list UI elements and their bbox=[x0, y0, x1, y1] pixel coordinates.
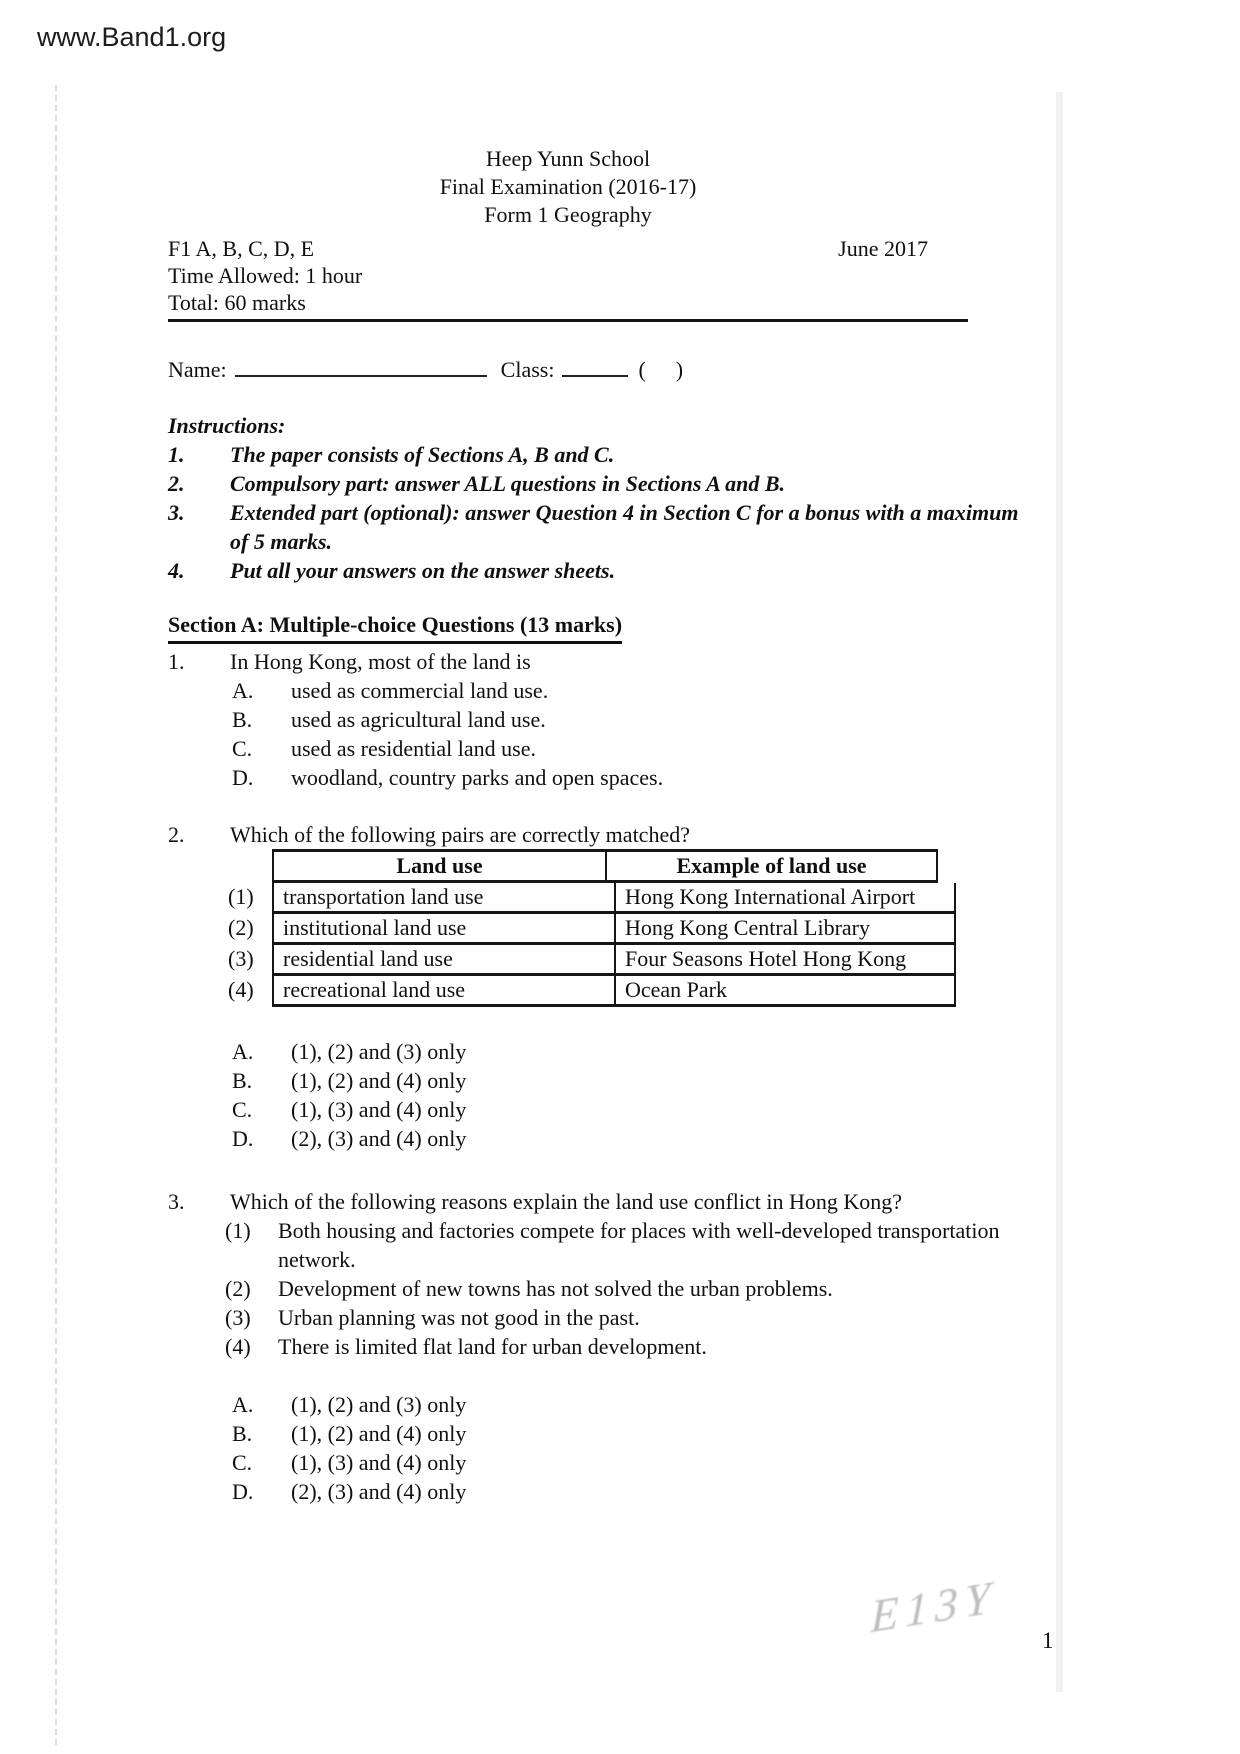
instruction-text: The paper consists of Sections A, B and C. bbox=[230, 442, 615, 467]
option-row bbox=[232, 1419, 968, 1448]
statement-text: There is limited flat land for urban development. bbox=[278, 1334, 707, 1359]
option-text: (1), (3) and (4) only bbox=[291, 1450, 467, 1475]
handwritten-mark: E13Y bbox=[870, 1570, 998, 1643]
class-number-paren-close: ) bbox=[675, 357, 684, 382]
school-name: Heep Yunn School bbox=[485, 146, 651, 171]
table-row bbox=[228, 914, 968, 945]
exam-meta bbox=[168, 235, 968, 316]
question-text: Which of the following reasons explain the land use conflict in Hong Kong? bbox=[230, 1189, 903, 1214]
instruction-number: 1. bbox=[168, 442, 185, 467]
example-cell: Ocean Park bbox=[616, 976, 956, 1007]
option-text: woodland, country parks and open spaces. bbox=[291, 765, 664, 790]
row-label: (4) bbox=[228, 977, 254, 1002]
class-groups: F1 A, B, C, D, E bbox=[168, 236, 315, 261]
question-text: In Hong Kong, most of the land is bbox=[230, 649, 531, 674]
name-blank-line bbox=[235, 355, 487, 377]
option-text: (2), (3) and (4) only bbox=[291, 1479, 467, 1504]
option-text: (1), (3) and (4) only bbox=[291, 1097, 467, 1122]
option-letter: B. bbox=[232, 1068, 253, 1093]
option-text: used as agricultural land use. bbox=[291, 707, 546, 732]
option-text: used as commercial land use. bbox=[291, 678, 549, 703]
statement-label: (3) bbox=[225, 1305, 251, 1330]
question-text: Which of the following pairs are correctly matched? bbox=[230, 822, 690, 847]
instruction-item bbox=[168, 556, 968, 585]
exam-date: June 2017 bbox=[838, 236, 928, 261]
statement-label: (2) bbox=[225, 1276, 251, 1301]
option-row bbox=[232, 1390, 968, 1419]
option-row bbox=[232, 1037, 968, 1066]
table-header-example: Example of land use bbox=[607, 849, 938, 883]
option-letter: C. bbox=[232, 736, 253, 761]
option-row bbox=[232, 734, 968, 763]
example-cell: Four Seasons Hotel Hong Kong bbox=[616, 945, 956, 976]
land-use-cell: residential land use bbox=[272, 945, 616, 976]
statement-label: (4) bbox=[225, 1334, 251, 1359]
scan-artifact-right-edge bbox=[1056, 92, 1063, 1692]
name-label: Name: bbox=[168, 357, 227, 382]
option-row bbox=[232, 1124, 968, 1153]
option-row bbox=[232, 705, 968, 734]
statement-text: Urban planning was not good in the past. bbox=[278, 1305, 640, 1330]
statement-row bbox=[225, 1216, 1000, 1274]
table-header-land-use: Land use bbox=[272, 849, 607, 883]
class-label: Class: bbox=[500, 357, 555, 382]
section-a-heading: Section A: Multiple-choice Questions (13 marks) bbox=[168, 610, 968, 644]
option-text: (1), (2) and (3) only bbox=[291, 1392, 467, 1417]
document-header bbox=[168, 145, 968, 229]
student-fields-row bbox=[168, 355, 968, 384]
question-2 bbox=[168, 820, 968, 1153]
question-number: 1. bbox=[168, 649, 185, 674]
instruction-number: 3. bbox=[168, 500, 185, 525]
document-content bbox=[168, 145, 1019, 1506]
option-letter: A. bbox=[232, 1392, 254, 1417]
option-letter: D. bbox=[232, 1126, 254, 1151]
option-letter: C. bbox=[232, 1097, 253, 1122]
option-row bbox=[232, 676, 968, 705]
option-row bbox=[232, 1066, 968, 1095]
total-marks: Total: 60 marks bbox=[168, 290, 306, 315]
row-label: (3) bbox=[228, 946, 254, 971]
statement-label: (1) bbox=[225, 1218, 251, 1243]
option-letter: A. bbox=[232, 678, 254, 703]
land-use-cell: transportation land use bbox=[272, 883, 616, 914]
option-row bbox=[232, 1448, 968, 1477]
instruction-text: Put all your answers on the answer sheets. bbox=[230, 558, 616, 583]
option-letter: D. bbox=[232, 1479, 254, 1504]
land-use-cell: institutional land use bbox=[272, 914, 616, 945]
class-blank-line bbox=[562, 355, 628, 377]
instruction-number: 4. bbox=[168, 558, 185, 583]
time-allowed: Time Allowed: 1 hour bbox=[168, 263, 363, 288]
instruction-item bbox=[168, 469, 968, 498]
question-number: 3. bbox=[168, 1189, 185, 1214]
header-divider bbox=[168, 319, 968, 322]
question-1 bbox=[168, 647, 968, 792]
option-text: (1), (2) and (4) only bbox=[291, 1421, 467, 1446]
example-cell: Hong Kong Central Library bbox=[616, 914, 956, 945]
statement-text: Both housing and factories compete for places with well-developed transportation network. bbox=[278, 1218, 1000, 1272]
statement-row bbox=[225, 1332, 968, 1361]
scan-artifact-left-edge bbox=[55, 85, 57, 1745]
instruction-item bbox=[168, 440, 968, 469]
table-row bbox=[228, 883, 968, 914]
option-letter: B. bbox=[232, 707, 253, 732]
instruction-item bbox=[168, 498, 1019, 556]
class-number-paren-open: ( bbox=[638, 357, 646, 382]
option-letter: A. bbox=[232, 1039, 254, 1064]
instruction-text: Extended part (optional): answer Question 4 in Section C for a bonus with a maximum of 5 marks. bbox=[230, 500, 1019, 554]
option-text: (1), (2) and (4) only bbox=[291, 1068, 467, 1093]
exam-title: Final Examination (2016-17) bbox=[439, 174, 697, 199]
option-text: (2), (3) and (4) only bbox=[291, 1126, 467, 1151]
instructions-block bbox=[168, 411, 1019, 585]
table-header-row bbox=[228, 849, 968, 883]
table-row bbox=[228, 945, 968, 976]
option-letter: D. bbox=[232, 765, 254, 790]
option-letter: B. bbox=[232, 1421, 253, 1446]
land-use-cell: recreational land use bbox=[272, 976, 616, 1007]
question-3 bbox=[168, 1187, 1000, 1506]
statement-text: Development of new towns has not solved the urban problems. bbox=[278, 1276, 833, 1301]
instruction-text: Compulsory part: answer ALL questions in Sections A and B. bbox=[230, 471, 786, 496]
row-label: (1) bbox=[228, 884, 254, 909]
option-text: used as residential land use. bbox=[291, 736, 536, 761]
question-number: 2. bbox=[168, 822, 185, 847]
watermark-url: www.Band1.org bbox=[37, 22, 227, 52]
statement-row bbox=[225, 1274, 968, 1303]
example-cell: Hong Kong International Airport bbox=[616, 883, 956, 914]
page-number: 1 bbox=[1042, 1628, 1054, 1653]
option-text: (1), (2) and (3) only bbox=[291, 1039, 467, 1064]
option-row bbox=[232, 1477, 968, 1506]
matching-table bbox=[228, 849, 968, 1007]
option-row bbox=[232, 1095, 968, 1124]
option-letter: C. bbox=[232, 1450, 253, 1475]
option-row bbox=[232, 763, 968, 792]
row-label: (2) bbox=[228, 915, 254, 940]
instruction-number: 2. bbox=[168, 471, 185, 496]
statement-row bbox=[225, 1303, 968, 1332]
table-row bbox=[228, 976, 968, 1007]
instructions-title: Instructions: bbox=[168, 413, 286, 438]
subject-title: Form 1 Geography bbox=[484, 202, 652, 227]
